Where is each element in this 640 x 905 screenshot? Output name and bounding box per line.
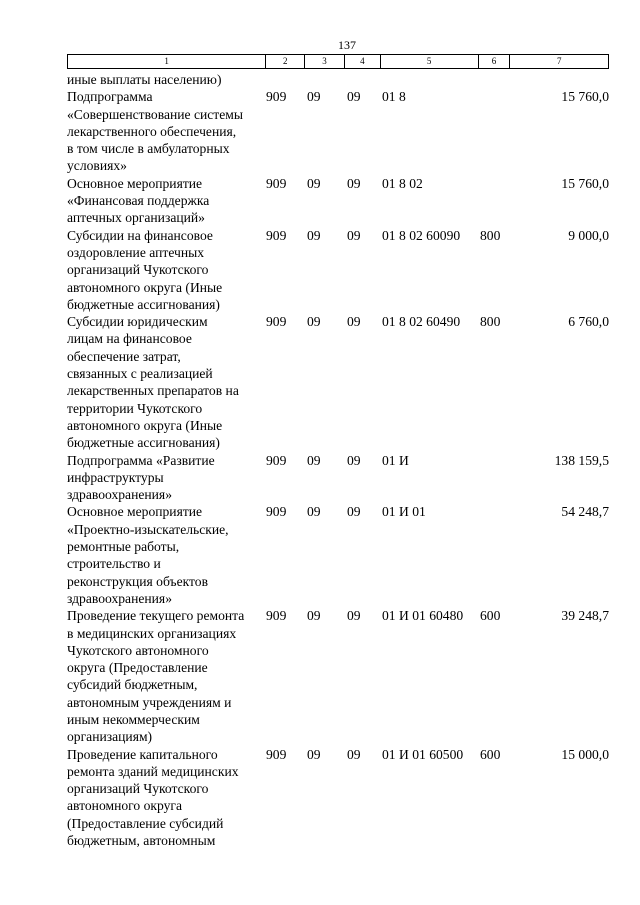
row-name-line: Подпрограмма «Развитие [67,452,215,468]
row-name [67,452,263,504]
row-amount: 138 159,5 [554,452,609,468]
row-target-article: 01 8 02 [382,175,423,191]
table-row [67,175,609,227]
column-number-6: 6 [479,55,511,68]
row-name-line: (Предоставление субсидий [67,815,224,831]
row-name-line: округа (Предоставление [67,660,208,676]
row-gr-code: 909 [266,452,287,468]
row-subsection-code: 09 [347,175,361,191]
row-name [67,746,263,850]
row-gr-code: 909 [266,175,287,191]
row-name-line: субсидий бюджетным, [67,677,198,693]
row-name-line: реконструкция объектов [67,573,209,589]
row-subsection-code: 09 [347,608,361,624]
table-row [67,452,609,504]
table-row [67,227,609,313]
row-section-code: 09 [307,504,321,520]
row-section-code: 09 [307,452,321,468]
table-column-header [67,54,609,69]
row-gr-code: 909 [266,89,287,105]
row-name-line: автономного округа (Иные [67,417,223,433]
table-row [67,746,609,850]
row-name-line: организациям) [67,729,153,745]
column-number-3: 3 [305,55,345,68]
row-name-line: автономного округа [67,798,183,814]
row-name-line: бюджетные ассигнования) [67,435,220,451]
row-target-article: 01 И 01 60500 [382,746,464,762]
row-name-line: автономного округа (Иные [67,279,223,295]
row-name-line: здравоохранения» [67,487,172,503]
row-name-line: здравоохранения» [67,590,172,606]
row-target-article: 01 И 01 60480 [382,608,464,624]
row-amount: 39 248,7 [561,608,609,624]
table-row [67,313,609,451]
row-name-line: условиях» [67,158,127,174]
row-name-line: организаций Чукотского [67,262,209,278]
row-gr-code: 909 [266,504,287,520]
row-name-line: территории Чукотского [67,400,203,416]
row-name [67,313,263,451]
column-number-1: 1 [68,55,266,68]
table-row [67,607,609,745]
row-subsection-code: 09 [347,89,361,105]
row-name-line: связанных с реализацией [67,366,213,382]
row-section-code: 09 [307,746,321,762]
row-subsection-code: 09 [347,746,361,762]
row-name-line: аптечных организаций» [67,210,205,226]
row-amount: 15 760,0 [561,175,609,191]
row-expense-type: 800 [480,314,501,330]
row-subsection-code: 09 [347,314,361,330]
row-amount: 54 248,7 [561,504,609,520]
row-subsection-code: 09 [347,452,361,468]
row-gr-code: 909 [266,746,287,762]
row-name-line: оздоровление аптечных [67,244,205,260]
row-name-line: «Совершенствование системы [67,106,244,122]
row-name [67,71,263,88]
row-target-article: 01 И [382,452,409,468]
row-name-line: организаций Чукотского [67,781,209,797]
row-name [67,88,263,174]
row-name-line: Основное мероприятие [67,175,203,191]
row-name-line: Проведение текущего ремонта [67,608,245,624]
row-name-line: «Проектно-изыскательские, [67,521,229,537]
row-name-line: Подпрограмма [67,89,153,105]
row-name [67,227,263,313]
row-name-line: обеспечение затрат, [67,348,181,364]
row-name-line: лекарственных препаратов на [67,383,239,399]
row-name [67,175,263,227]
row-name-line: автономным учреждениям и [67,694,232,710]
row-expense-type: 600 [480,608,501,624]
row-name-line: Проведение капитального [67,746,218,762]
row-name-line: иным некоммерческим [67,711,200,727]
row-name-line: строительство и [67,556,161,572]
column-number-4: 4 [345,55,381,68]
row-name-line: Субсидии на финансовое [67,227,213,243]
row-name-line: бюджетным, автономным [67,833,216,849]
table-row [67,503,609,607]
row-name-line: Чукотского автономного [67,642,209,658]
row-section-code: 09 [307,608,321,624]
row-name [67,607,263,745]
row-expense-type: 800 [480,227,501,243]
row-name-line: «Финансовая поддержка [67,193,210,209]
row-name-line: лекарственного обеспечения, [67,123,237,139]
budget-table-body [67,71,609,849]
column-number-5: 5 [381,55,479,68]
row-name-line: Основное мероприятие [67,504,203,520]
row-section-code: 09 [307,89,321,105]
column-number-7: 7 [556,56,562,66]
row-gr-code: 909 [266,227,287,243]
row-expense-type: 600 [480,746,501,762]
row-amount: 6 760,0 [568,314,609,330]
row-section-code: 09 [307,227,321,243]
row-name-line: в медицинских организациях [67,625,237,641]
row-name-line: лицам на финансовое [67,331,192,347]
row-gr-code: 909 [266,314,287,330]
row-name-line: иные выплаты населению) [67,72,222,87]
row-target-article: 01 8 02 60490 [382,314,461,330]
row-name-line: бюджетные ассигнования) [67,296,220,312]
row-amount: 9 000,0 [568,227,609,243]
row-target-article: 01 8 02 60090 [382,227,461,243]
column-number-2: 2 [266,55,305,68]
row-name-line: инфраструктуры [67,469,164,485]
row-subsection-code: 09 [347,504,361,520]
table-row [67,88,609,174]
row-target-article: 01 И 01 [382,504,426,520]
row-section-code: 09 [307,314,321,330]
row-amount: 15 760,0 [561,89,609,105]
row-section-code: 09 [307,175,321,191]
row-target-article: 01 8 [382,89,406,105]
row-gr-code: 909 [266,608,287,624]
page-number: 137 [338,38,356,52]
row-name [67,503,263,607]
row-name-line: ремонта зданий медицинских [67,763,239,779]
table-row [67,71,609,88]
row-name-line: Субсидии юридическим [67,314,208,330]
row-name-line: ремонтные работы, [67,539,180,555]
row-amount: 15 000,0 [561,746,609,762]
row-subsection-code: 09 [347,227,361,243]
row-name-line: в том числе в амбулаторных [67,141,230,157]
